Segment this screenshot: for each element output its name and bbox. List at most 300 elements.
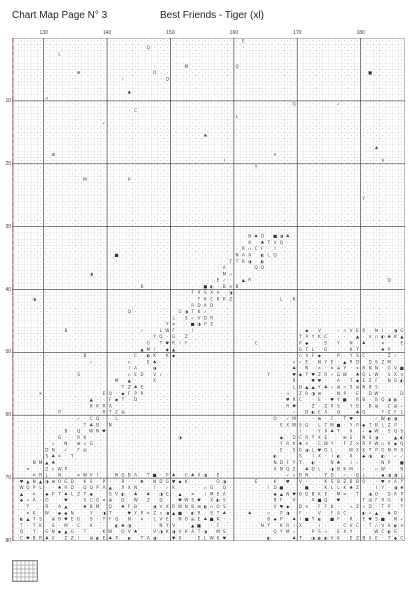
stitch-symbol: · [71,189,73,195]
stitch-symbol: ∩ [51,466,55,472]
stitch-symbol: · [375,459,378,465]
stitch-symbol: R [172,503,176,509]
stitch-symbol: · [230,510,232,516]
stitch-symbol: · [255,409,257,415]
stitch-symbol: · [77,277,80,283]
stitch-symbol: · [185,252,187,258]
stitch-symbol: · [350,409,352,415]
stitch-symbol: · [122,214,124,220]
stitch-symbol: · [90,170,92,176]
stitch-symbol: · [39,428,42,434]
stitch-symbol: I [299,516,302,522]
stitch-symbol: · [242,239,245,245]
stitch-symbol: D [279,459,284,465]
stitch-symbol: · [249,309,251,315]
stitch-symbol: · [236,365,238,371]
stitch-symbol: · [325,258,327,264]
stitch-symbol: · [166,89,168,95]
stitch-symbol: · [71,290,73,296]
stitch-symbol: · [172,51,175,57]
stitch-symbol: · [134,189,137,195]
stitch-symbol: · [33,415,35,421]
stitch-symbol: · [312,315,314,321]
stitch-symbol: · [325,158,327,164]
stitch-symbol: · [147,334,149,340]
stitch-symbol: F [375,378,378,384]
stitch-symbol: · [388,114,390,120]
stitch-symbol: · [249,497,251,503]
stitch-symbol: · [331,246,333,252]
stitch-symbol: Z [184,334,188,340]
stitch-symbol: · [52,101,54,107]
stitch-symbol: · [52,415,54,421]
stitch-symbol: · [236,208,238,214]
stitch-symbol: · [401,183,403,189]
stitch-symbol: · [172,246,175,252]
stitch-symbol: · [20,258,23,264]
stitch-symbol: · [388,101,390,107]
stitch-symbol: ■ [317,497,322,503]
stitch-symbol: · [71,422,73,428]
stitch-symbol: · [312,57,314,63]
stitch-symbol: · [318,296,321,302]
stitch-symbol: · [198,491,200,497]
stitch-symbol: · [394,208,397,214]
stitch-symbol: · [20,101,23,107]
stitch-symbol: B [337,478,340,484]
stitch-symbol: · [65,258,67,264]
stitch-symbol: ▲ [178,491,182,497]
stitch-symbol: · [172,170,175,176]
stitch-symbol: · [122,258,124,264]
stitch-symbol: · [185,371,187,377]
stitch-symbol: · [331,265,333,271]
stitch-symbol: · [103,151,105,157]
stitch-symbol: · [204,265,207,271]
stitch-symbol: · [65,334,67,340]
stitch-symbol: N [51,447,55,453]
stitch-symbol: · [318,183,321,189]
stitch-symbol: · [160,434,162,440]
stitch-symbol: · [401,277,403,283]
stitch-symbol: · [318,485,321,491]
stitch-symbol: · [312,183,314,189]
stitch-symbol: Y [153,334,156,340]
stitch-symbol: S [203,290,207,296]
stitch-symbol: S [375,359,378,365]
stitch-symbol: · [306,107,308,113]
stitch-symbol: · [382,309,384,315]
stitch-symbol: · [223,390,226,396]
stitch-symbol: · [268,296,270,302]
stitch-symbol: · [71,133,73,139]
stitch-symbol: · [331,497,333,503]
stitch-symbol: · [312,283,314,289]
stitch-symbol: · [299,208,302,214]
stitch-symbol: · [369,164,371,170]
stitch-symbol: · [84,522,86,528]
stitch-symbol: · [375,296,378,302]
stitch-symbol: · [369,353,371,359]
stitch-symbol: · [77,327,80,333]
stitch-symbol: · [363,529,365,535]
stitch-symbol: Q [222,485,226,491]
stitch-symbol: · [90,371,92,377]
stitch-symbol: · [134,258,137,264]
stitch-symbol: · [210,258,213,264]
stitch-symbol: ◑ [178,434,182,440]
stitch-symbol: · [27,101,29,107]
stitch-symbol: · [65,265,67,271]
stitch-symbol: · [337,126,340,132]
stitch-symbol: A [203,302,207,308]
stitch-symbol: · [280,390,283,396]
stitch-symbol: · [185,246,187,252]
stitch-symbol: · [58,114,61,120]
stitch-symbol: · [84,415,86,421]
stitch-symbol: · [394,89,397,95]
stitch-symbol: · [27,434,29,440]
stitch-symbol: · [242,221,245,227]
stitch-symbol: · [128,258,130,264]
stitch-symbol: · [223,522,226,528]
stitch-symbol: · [27,346,29,352]
stitch-symbol: ✓ [159,371,163,377]
stitch-symbol: N [305,365,309,371]
stitch-symbol: · [369,51,371,57]
stitch-symbol: · [103,296,105,302]
stitch-symbol: · [90,89,92,95]
stitch-symbol: · [204,38,207,44]
stitch-symbol: · [299,107,302,113]
stitch-symbol: ✕ [387,478,391,484]
stitch-symbol: S [356,353,359,359]
stitch-symbol: · [356,315,359,321]
stitch-symbol: · [223,447,226,453]
stitch-symbol: · [261,158,264,164]
stitch-symbol: · [160,365,162,371]
stitch-symbol: · [287,114,289,120]
stitch-symbol: Y [280,529,283,535]
stitch-symbol: · [375,170,378,176]
stitch-symbol: · [58,441,61,447]
stitch-symbol: · [242,371,245,377]
stitch-symbol: · [172,371,175,377]
stitch-symbol: · [280,415,283,421]
stitch-symbol: · [166,535,168,541]
stitch-symbol: · [255,434,257,440]
stitch-symbol: · [363,177,365,183]
stitch-symbol: · [280,378,283,384]
stitch-symbol: X [400,447,404,453]
stitch-symbol: · [134,76,137,82]
stitch-symbol: · [337,441,340,447]
stitch-symbol: · [128,120,130,126]
stitch-symbol: · [147,239,149,245]
stitch-symbol: · [71,258,73,264]
stitch-symbol: · [299,177,302,183]
stitch-symbol: · [33,327,35,333]
stitch-symbol: · [115,327,118,333]
stitch-symbol: · [109,101,111,107]
stitch-symbol: ♣ [336,459,341,465]
stitch-symbol: · [299,76,302,82]
stitch-symbol: · [274,283,276,289]
stitch-symbol: · [109,76,111,82]
stitch-symbol: Q [400,441,404,447]
stitch-symbol: · [356,145,359,151]
stitch-symbol: · [198,139,200,145]
stitch-symbol: · [90,466,92,472]
stitch-symbol: A [32,497,36,503]
stitch-symbol: · [268,459,270,465]
stitch-symbol: · [210,114,213,120]
stitch-symbol: · [20,233,23,239]
stitch-symbol: · [299,290,302,296]
stitch-symbol: · [356,70,359,76]
stitch-symbol: ∩ [324,529,328,535]
stitch-symbol: · [27,51,29,57]
stitch-symbol: · [287,378,289,384]
stitch-symbol: · [46,397,48,403]
stitch-symbol: Q [273,252,277,258]
stitch-symbol: · [375,183,378,189]
stitch-symbol: · [388,227,390,233]
stitch-symbol: · [115,353,118,359]
stitch-symbol: · [230,195,232,201]
stitch-symbol: · [369,271,371,277]
stitch-symbol: · [115,76,118,82]
stitch-symbol: Z [349,441,353,447]
stitch-symbol: · [147,70,149,76]
stitch-symbol: · [185,177,187,183]
stitch-symbol: · [274,309,276,315]
stitch-symbol: · [363,70,365,76]
stitch-symbol: · [141,252,143,258]
stitch-symbol: · [230,315,232,321]
stitch-symbol: · [331,76,333,82]
stitch-symbol: · [185,277,187,283]
stitch-symbol: · [363,491,365,497]
stitch-symbol: · [249,283,251,289]
stitch-symbol: · [344,51,346,57]
stitch-symbol: · [249,51,251,57]
stitch-symbol: · [115,309,118,315]
stitch-symbol: · [249,453,251,459]
stitch-symbol: · [388,221,390,227]
stitch-symbol: ♣ [190,472,195,478]
stitch-symbol: · [33,503,35,509]
stitch-symbol: ⊞ [343,434,347,440]
stitch-symbol: N [159,522,163,528]
stitch-symbol: · [369,107,371,113]
stitch-symbol: · [325,397,327,403]
stitch-symbol: · [179,101,181,107]
stitch-symbol: · [191,82,194,88]
stitch-symbol: · [122,158,124,164]
stitch-symbol: · [261,177,264,183]
stitch-symbol: · [52,290,54,296]
stitch-symbol: X [197,290,201,296]
stitch-symbol: S [45,453,49,459]
stitch-symbol: ◑ [311,535,315,541]
stitch-symbol: N [317,359,321,365]
stitch-symbol: ♣ [399,485,404,491]
stitch-symbol: ✕ [343,491,347,497]
stitch-symbol: · [318,403,321,409]
stitch-symbol: · [388,453,390,459]
stitch-symbol: · [236,503,238,509]
stitch-symbol: · [71,252,73,258]
stitch-symbol: N [387,447,391,453]
stitch-symbol: · [185,434,187,440]
stitch-symbol: · [350,76,352,82]
stitch-symbol: · [128,233,130,239]
stitch-symbol: · [179,459,181,465]
stitch-symbol: · [230,497,232,503]
stitch-symbol: X [394,371,397,377]
stitch-symbol: · [20,510,23,516]
stitch-symbol: · [249,397,251,403]
stitch-symbol: ✓ [292,529,296,535]
stitch-symbol: · [268,378,270,384]
stitch-symbol: · [401,290,403,296]
stitch-symbol: · [268,63,270,69]
stitch-symbol: · [65,63,67,69]
stitch-symbol: · [71,283,73,289]
stitch-symbol: · [122,107,124,113]
stitch-symbol: · [71,82,73,88]
stitch-symbol: N [70,510,74,516]
stitch-symbol: · [331,45,333,51]
stitch-symbol: · [306,309,308,315]
stitch-symbol: · [166,95,168,101]
stitch-symbol: X [317,434,321,440]
stitch-symbol: · [337,120,340,126]
stitch-symbol: · [198,447,200,453]
stitch-symbol: · [274,271,276,277]
stitch-symbol: · [401,283,403,289]
stitch-symbol: · [210,359,213,365]
stitch-symbol: · [58,334,61,340]
stitch-symbol: · [204,202,207,208]
stitch-symbol: G [400,327,404,333]
stitch-symbol: · [58,214,61,220]
stitch-symbol: L [318,466,321,472]
stitch-symbol: · [115,82,118,88]
stitch-symbol: ∩ [292,472,296,478]
stitch-symbol: X [121,485,125,491]
stitch-symbol: V [298,478,302,484]
stitch-symbol: · [337,415,340,421]
stitch-symbol: · [134,214,137,220]
stitch-symbol: · [394,151,397,157]
stitch-symbol: · [210,133,213,139]
stitch-symbol: · [363,38,365,44]
stitch-symbol: · [20,315,23,321]
stitch-symbol: ∩ [210,503,214,509]
stitch-symbol: ♣ [355,371,360,377]
stitch-symbol: · [350,57,352,63]
stitch-symbol: · [198,221,200,227]
stitch-symbol: · [179,38,181,44]
stitch-symbol: · [84,158,86,164]
stitch-symbol: · [337,133,340,139]
stitch-symbol: F [311,353,315,359]
stitch-symbol: ♥ [311,371,315,377]
stitch-symbol: · [217,271,219,277]
stitch-symbol: · [236,239,238,245]
stitch-symbol: · [128,265,130,271]
stitch-symbol: · [268,126,270,132]
stitch-symbol: · [230,485,232,491]
stitch-symbol: · [306,265,308,271]
stitch-symbol: · [71,271,73,277]
stitch-symbol: · [236,151,238,157]
stitch-symbol: · [166,309,168,315]
stitch-symbol: · [217,359,219,365]
stitch-symbol: · [103,63,105,69]
stitch-symbol: · [331,315,333,321]
stitch-symbol: · [172,120,175,126]
stitch-symbol: C [210,296,214,302]
stitch-symbol: · [103,246,105,252]
stitch-symbol: · [356,302,359,308]
stitch-symbol: · [147,290,149,296]
stitch-symbol: · [20,283,23,289]
stitch-symbol: ϒ [336,428,340,434]
stitch-symbol: · [249,390,251,396]
stitch-symbol: · [179,221,181,227]
stitch-symbol: ◆ [362,422,366,428]
stitch-symbol: · [274,76,276,82]
stitch-symbol: · [198,120,200,126]
stitch-symbol: · [210,126,213,132]
stitch-symbol: · [394,183,397,189]
stitch-symbol: · [293,120,295,126]
stitch-symbol: · [160,107,162,113]
stitch-symbol: · [84,334,86,340]
stitch-symbol: · [344,258,346,264]
stitch-symbol: · [388,309,390,315]
stitch-symbol: · [312,321,314,327]
stitch-symbol: ◆ [273,491,277,497]
stitch-symbol: · [293,453,295,459]
stitch-symbol: · [344,296,346,302]
stitch-symbol: ✓ [355,459,360,465]
stitch-symbol: · [115,428,118,434]
stitch-symbol: · [166,315,168,321]
stitch-symbol: · [65,252,67,258]
stitch-symbol: X [298,522,302,528]
stitch-symbol: · [261,51,264,57]
stitch-symbol: R [121,478,125,484]
stitch-symbol: · [109,239,111,245]
stitch-symbol: · [280,120,283,126]
stitch-symbol: · [96,378,99,384]
stitch-symbol: · [153,214,156,220]
stitch-symbol: L [400,409,404,415]
stitch-symbol: · [191,365,194,371]
stitch-symbol: · [27,327,29,333]
stitch-symbol: · [84,510,86,516]
stitch-symbol: T [83,529,87,535]
stitch-symbol: ◑ [368,453,372,459]
stitch-symbol: G [64,478,68,484]
stitch-symbol: · [312,522,314,528]
stitch-symbol: · [350,491,352,497]
stitch-symbol: · [141,403,143,409]
